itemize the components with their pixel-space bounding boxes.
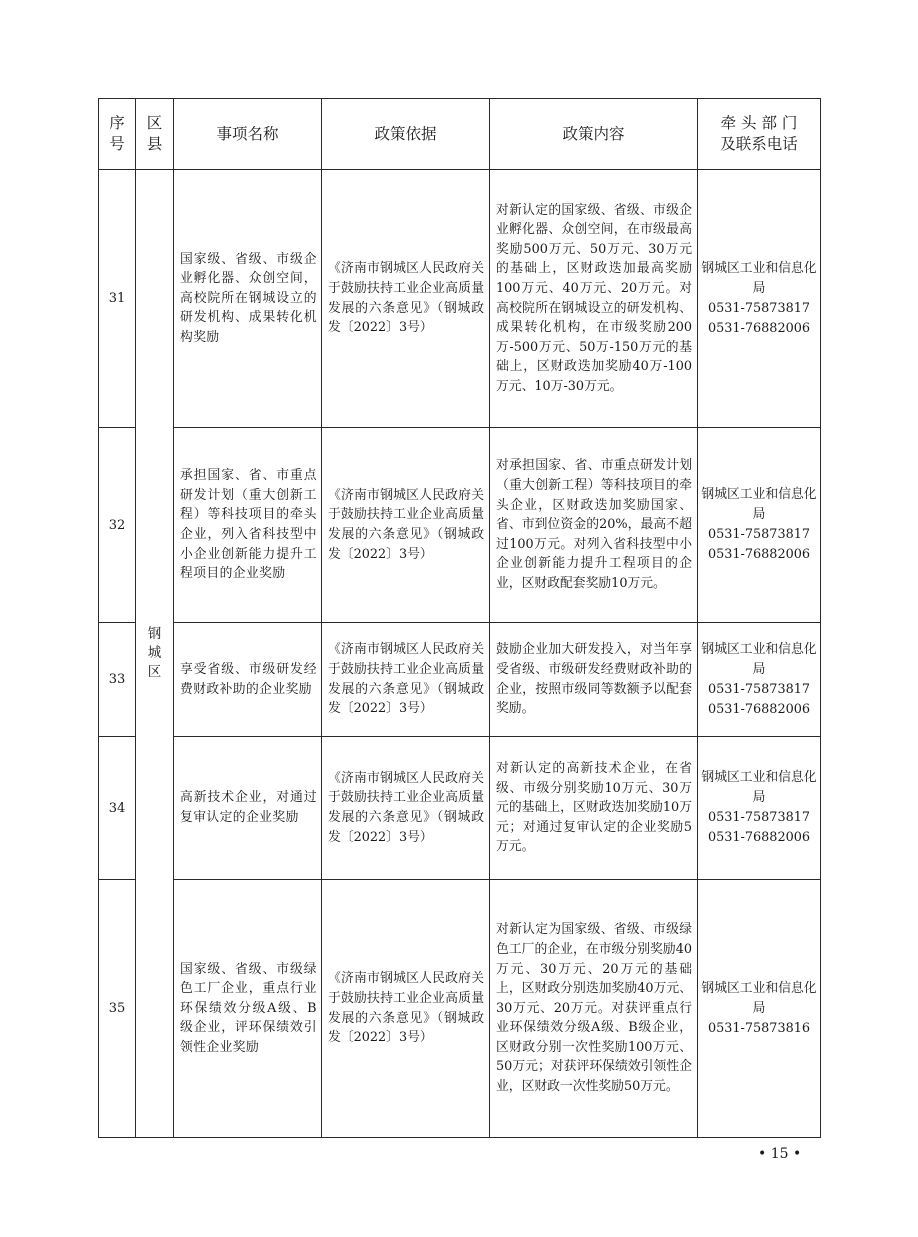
header-department: [698, 99, 821, 170]
policy-content: 对承担国家、省、市重点研发计划（重大创新工程）等科技项目的牵头企业，区财政迭加奖励国家、省、市到位资金的20%，最高不超过100万元。对列入省科技型中小企业创新能力提升工程项目的企业，区财政配套奖励10万元。: [490, 428, 698, 623]
header-policy-basis: 政策依据: [322, 99, 490, 170]
table-row: [99, 170, 821, 428]
header-item-name: 事项名称: [174, 99, 322, 170]
page-number: • 15 •: [758, 1146, 802, 1162]
county-cell: 钢城区: [136, 170, 174, 1138]
header-policy-content: 政策内容: [490, 99, 698, 170]
policy-basis: 《济南市钢城区人民政府关于鼓励扶持工业企业高质量发展的六条意见》（钢城政发〔2022〕3号）: [322, 623, 490, 737]
row-number: 34: [99, 737, 136, 880]
phone-number: 0531-75873816: [707, 1020, 811, 1036]
item-name: 国家级、省级、市级企业孵化器、众创空间，高校院所在钢城设立的研发机构、成果转化机构奖励: [174, 170, 322, 428]
header-county: 区县: [136, 99, 174, 170]
item-name: 国家级、省级、市级绿色工厂企业，重点行业环保绩效分级A级、B级企业，评环保绩效引领性企业奖励: [174, 880, 322, 1138]
policy-basis: 《济南市钢城区人民政府关于鼓励扶持工业企业高质量发展的六条意见》（钢城政发〔2022〕3号）: [322, 170, 490, 428]
policy-basis: 《济南市钢城区人民政府关于鼓励扶持工业企业高质量发展的六条意见》（钢城政发〔2022〕3号）: [322, 880, 490, 1138]
item-name: 享受省级、市级研发经费财政补助的企业奖励: [174, 623, 322, 737]
phone-number: 0531-75873817: [707, 681, 811, 697]
header-department-line1: 牵 头 部 门: [720, 114, 798, 132]
table-row: [99, 737, 821, 880]
table-row: [99, 428, 821, 623]
policy-table: [98, 98, 821, 1138]
department-name: 钢城区工业和信息化局: [701, 487, 817, 522]
department-name: 钢城区工业和信息化局: [701, 980, 817, 1016]
department-name: 钢城区工业和信息化局: [701, 260, 817, 296]
policy-basis: 《济南市钢城区人民政府关于鼓励扶持工业企业高质量发展的六条意见》（钢城政发〔2022〕3号）: [322, 428, 490, 623]
department-contact: [698, 880, 821, 1138]
policy-content: 对新认定的高新技术企业，在省级、市级分别奖励10万元、30万元的基础上，区财政迭加奖励10万元；对通过复审认定的企业奖励5万元。: [490, 737, 698, 880]
department-contact: [698, 428, 821, 623]
department-name: 钢城区工业和信息化局: [701, 641, 817, 677]
phone-number: 0531-76882006: [707, 830, 811, 845]
table-row: [99, 880, 821, 1138]
item-name: 高新技术企业，对通过复审认定的企业奖励: [174, 737, 322, 880]
policy-content: 对新认定的国家级、省级、市级企业孵化器、众创空间，在市级最高奖励500万元、50万元、30万元的基础上，区财政迭加最高奖励100万元、40万元、20万元。对高校院所在钢城设立的研发机构、成果转化机构，在市级奖励200万-500万元、50万-150万元的基础上，区财政迭加奖励40万-100万元、10万-30万元。: [490, 170, 698, 428]
department-contact: [698, 170, 821, 428]
header-department-line2: 及联系电话: [720, 135, 798, 153]
policy-basis: 《济南市钢城区人民政府关于鼓励扶持工业企业高质量发展的六条意见》（钢城政发〔2022〕3号）: [322, 737, 490, 880]
phone-number: 0531-76882006: [707, 320, 811, 336]
department-contact: [698, 737, 821, 880]
table-row: [99, 623, 821, 737]
department-contact: [698, 623, 821, 737]
row-number: 33: [99, 623, 136, 737]
department-name: 钢城区工业和信息化局: [701, 770, 817, 805]
row-number: 35: [99, 880, 136, 1138]
phone-number: 0531-76882006: [707, 547, 811, 562]
item-name: 承担国家、省、市重点研发计划（重大创新工程）等科技项目的牵头企业，列入省科技型中小企业创新能力提升工程项目的企业奖励: [174, 428, 322, 623]
row-number: 32: [99, 428, 136, 623]
policy-content: 对新认定为国家级、省级、市级绿色工厂的企业，在市级分别奖励40万元、30万元、20万元的基础上，区财政分别迭加奖励40万元、30万元、20万元。对获评重点行业环保绩效分级A级、B级企业，区财政分别一次性奖励100万元、50万元；对获评环保绩效引领性企业，区财政一次性奖励50万元。: [490, 880, 698, 1138]
header-row: [99, 99, 821, 170]
policy-content: 鼓励企业加大研发投入，对当年享受省级、市级研发经费财政补助的企业，按照市级同等数额予以配套奖励。: [490, 623, 698, 737]
header-seq: 序号: [99, 99, 136, 170]
phone-number: 0531-75873817: [707, 527, 811, 542]
phone-number: 0531-76882006: [707, 701, 811, 717]
phone-number: 0531-75873817: [707, 810, 811, 825]
row-number: 31: [99, 170, 136, 428]
phone-number: 0531-75873817: [707, 300, 811, 316]
